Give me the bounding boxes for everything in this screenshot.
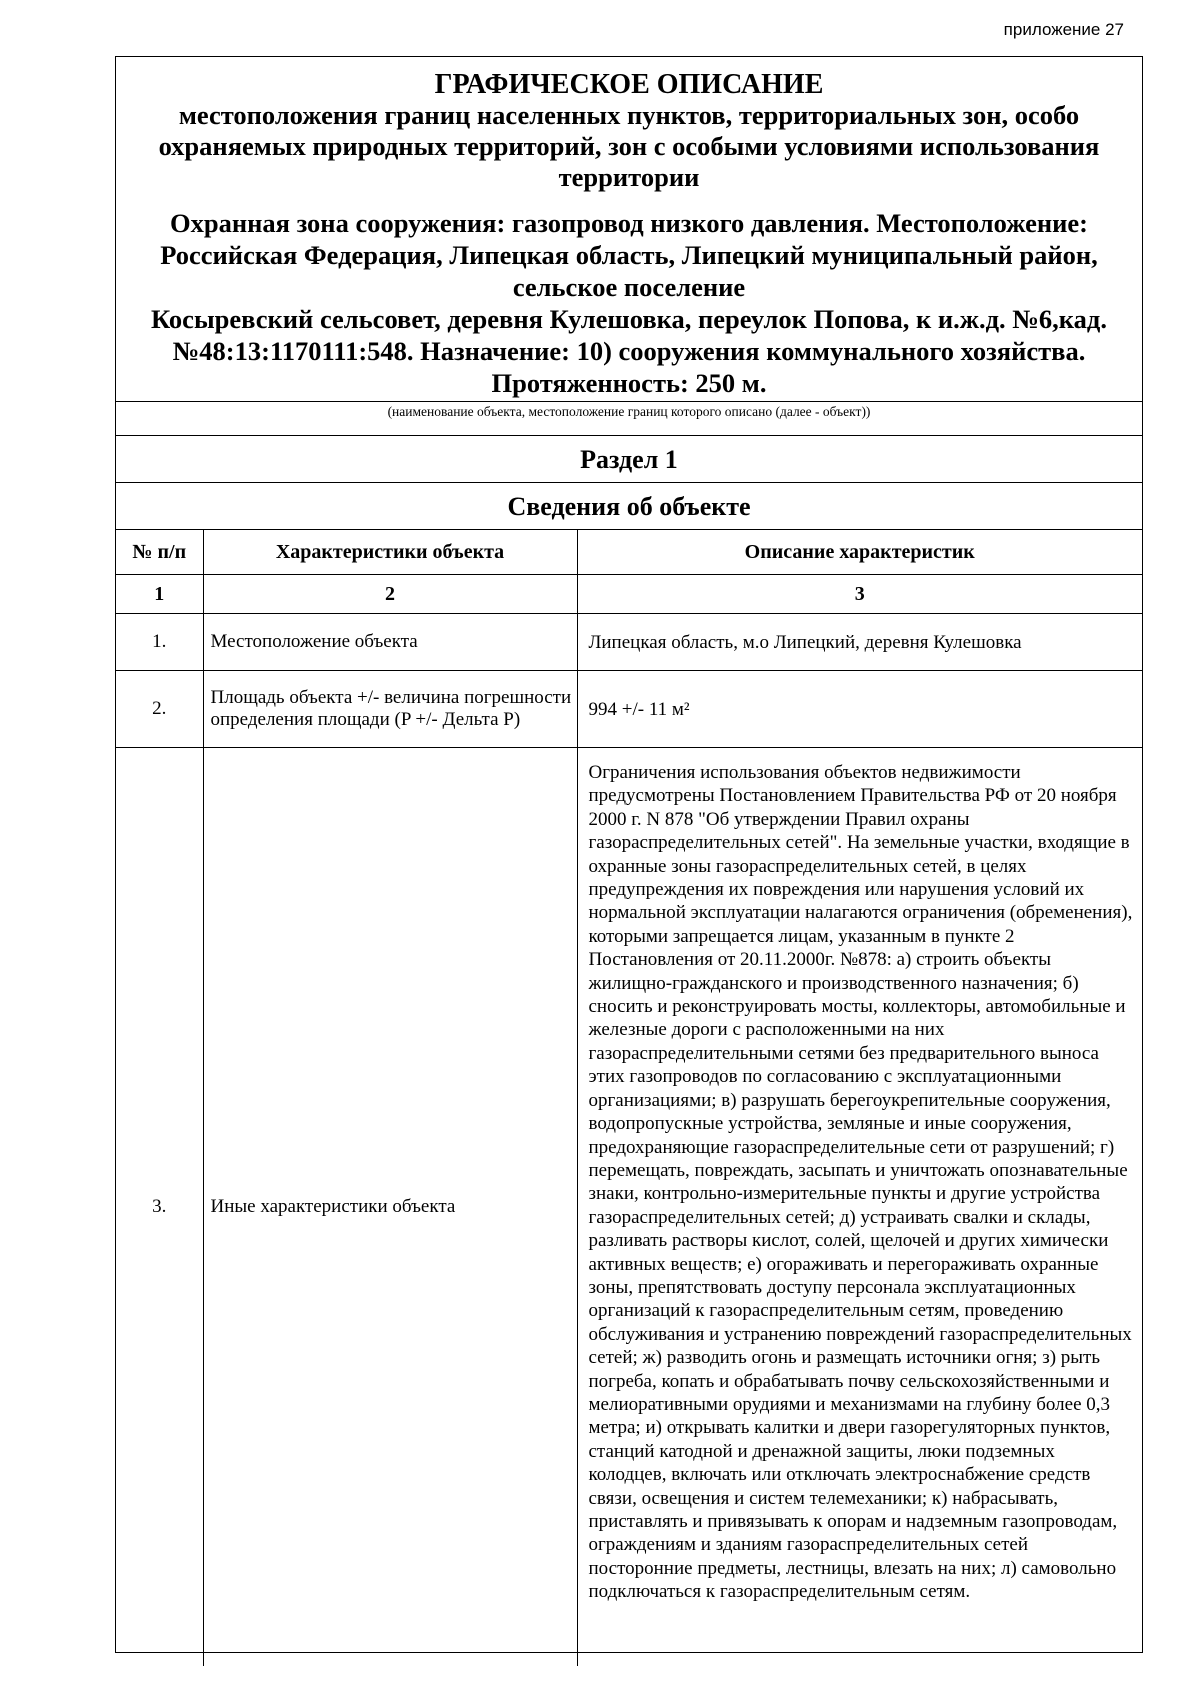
index-1: 1 — [116, 575, 203, 614]
document-frame — [115, 56, 1143, 1653]
table-index-row — [116, 575, 1142, 614]
section-subtitle: Сведения об объекте — [116, 482, 1142, 529]
row-characteristic: Местоположение объекта — [203, 614, 577, 671]
row-description: 994 +/- 11 м² — [577, 671, 1142, 748]
table-row — [116, 748, 1142, 1666]
header-number: № п/п — [116, 530, 203, 575]
row-characteristic: Площадь объекта +/- величина погрешности определения площади (P +/- Дельта P) — [203, 671, 577, 748]
row-description: Липецкая область, м.о Липецкий, деревня Кулешовка — [577, 614, 1142, 671]
row-characteristic: Иные характеристики объекта — [203, 748, 577, 1666]
row-number: 2. — [116, 671, 203, 748]
index-2: 2 — [203, 575, 577, 614]
table-header-row — [116, 530, 1142, 575]
object-caption: (наименование объекта, местоположение границ которого описано (далее - объект)) — [116, 401, 1142, 435]
document-subtitle: местоположения границ населенных пунктов, территориальных зон, особо охраняемых природных территорий, зон с особыми условиями использования территории — [158, 100, 1100, 192]
row-number: 1. — [116, 614, 203, 671]
section-title: Раздел 1 — [116, 435, 1142, 482]
row-number: 3. — [116, 748, 203, 1666]
object-properties-table — [116, 529, 1142, 1666]
table-row — [116, 614, 1142, 671]
row-description: Ограничения использования объектов недвижимости предусмотрены Постановлением Правительства РФ от 20 ноября 2000 г. N 878 "Об утверждении Правил охраны газораспределительных сетей". На земельные участки, входящие в охранные зоны газораспределительных сетей, в целях предупреждения их повреждения или нарушения условий их нормальной эксплуатации налагаются ограничения (обременения), которыми запрещается лицам, указанным в пункте 2 Постановления от 20.11.2000г. №878: а) строить объекты жилищно-гражданского и производственного назначения; б) сносить и реконструировать мосты, коллекторы, автомобильные и железные дороги с расположенными на них газораспределительными сетями без предварительного выноса этих газопроводов по согласованию с эксплуатационными организациями; в) разрушать берегоукрепительные сооружения, водопропускные устройства, земляные и иные сооружения, предохраняющие газораспределительные сети от разрушений; г) перемещать, повреждать, засыпать и уничтожать опознавательные знаки, контрольно-измерительные пункты и другие устройства газораспределительных сетей; д) устраивать свалки и склады, разливать растворы кислот, солей, щелочей и других химически активных веществ; е) огораживать и перегораживать охранные зоны, препятствовать доступу персонала эксплуатационных организаций к газораспределительным сетям, проведению обслуживания и устранению повреждений газораспределительных сетей; ж) разводить огонь и размещать источники огня; з) рыть погреба, копать и обрабатывать почву сельскохозяйственными и мелиоративными орудиями и механизмами на глубину более 0,3 метра; и) открывать калитки и двери газорегуляторных пунктов, станций катодной и дренажной защиты, люки подземных колодцев, включать или отключать электроснабжение средств связи, освещения и систем телемеханики; к) набрасывать, приставлять и привязывать к опорам и надземным газопроводам, ограждениям и зданиям газораспределительных сетей посторонние предметы, лестницы, влезать на них; л) самовольно подключаться к газораспределительным сетям. — [577, 748, 1142, 1666]
index-3: 3 — [577, 575, 1142, 614]
document-title: ГРАФИЧЕСКОЕ ОПИСАНИЕ — [434, 69, 824, 100]
object-name-line2: Косыревский сельсовет, деревня Кулешовка, переулок Попова, к и.ж.д. №6,кад.№48:13:1170111:548. Назначение: 10) сооружения коммунального хозяйства. Протяженность: 250 м. — [151, 304, 1107, 398]
object-name-line1: Охранная зона сооружения: газопровод низкого давления. Местоположение: Российская Федерация, Липецкая область, Липецкий муниципальный район, сельское поселение — [160, 208, 1098, 302]
table-row — [116, 671, 1142, 748]
header-characteristic: Характеристики объекта — [203, 530, 577, 575]
header-description: Описание характеристик — [577, 530, 1142, 575]
document-header — [116, 57, 1142, 401]
appendix-label: приложение 27 — [1003, 20, 1124, 39]
